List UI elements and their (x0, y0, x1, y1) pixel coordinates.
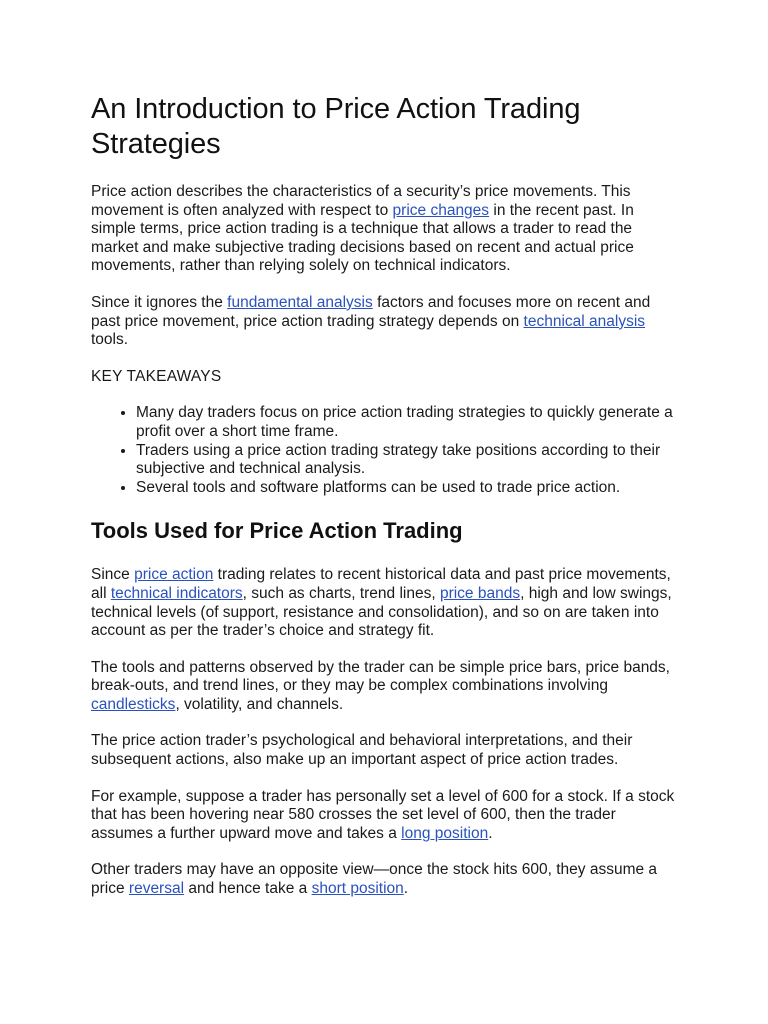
list-item: • Traders using a price action trading strategy take positions according to their subjective and technical analysis. (136, 442, 678, 479)
text-span: , such as charts, trend lines, (242, 584, 440, 602)
text-span: Since it ignores the (91, 293, 228, 311)
list-item: • Several tools and software platforms can be used to trade price action. (136, 479, 678, 498)
text-span: For example, suppose a trader has personally set a level of 600 for a stock. If a stock that has been hovering near 580 crosses the set level of 600, then the trader assumes a further upward move and takes a (91, 787, 675, 842)
text-span: trading relates to recent historical data and past price movements, all (91, 566, 671, 602)
link-price-bands[interactable]: price bands (439, 584, 521, 602)
tools-paragraph-5 (91, 861, 678, 898)
link-short-position[interactable]: short position (311, 880, 404, 898)
text-span: . (403, 880, 409, 898)
list-item: • Many day traders focus on price action trading strategies to quickly generate a profit over a short time frame. (136, 404, 678, 441)
tools-paragraph-1 (91, 566, 678, 640)
text-span: The tools and patterns observed by the trader can be simple price bars, price bands, break-outs, and trend lines, or they may be complex combinations involving (91, 658, 670, 695)
tools-paragraph-3: The price action trader’s psychological and behavioral interpretations, and their subsequent actions, also make up an important aspect of price action trades. (91, 732, 633, 769)
intro-paragraph-1 (91, 183, 678, 276)
link-technical-analysis[interactable]: technical analysis (523, 312, 646, 330)
section-heading-tools: Tools Used for Price Action Trading (91, 518, 463, 544)
key-takeaways-list (91, 404, 678, 497)
text-span: . (488, 824, 493, 842)
link-long-position[interactable]: long position (401, 824, 489, 842)
text-span: and hence take a (184, 880, 312, 898)
text-span: , volatility, and channels. (175, 695, 344, 713)
intro-paragraph-2 (91, 294, 678, 350)
text-span: tools. (91, 331, 129, 349)
key-takeaways-heading: KEY TAKEAWAYS (91, 367, 222, 385)
link-price-changes[interactable]: price changes (392, 201, 490, 219)
article-title: An Introduction to Price Action Trading Strategies (91, 93, 581, 160)
link-price-action[interactable]: price action (134, 566, 214, 584)
link-fundamental-analysis[interactable]: fundamental analysis (227, 293, 373, 311)
text-span: Since (91, 566, 135, 584)
tools-paragraph-4 (91, 788, 678, 844)
text-span: factors and focuses more on recent and past price movement, price action trading strategy depends on (91, 293, 651, 330)
link-reversal[interactable]: reversal (128, 880, 185, 898)
link-candlesticks[interactable]: candlesticks (91, 695, 176, 713)
text-span: in the recent past. In simple terms, price action trading is a technique that allows a trader to read the market and make subjective trading decisions based on recent and actual price movements, rather than relying solely on technical indicators. (91, 201, 634, 275)
link-technical-indicators[interactable]: technical indicators (110, 584, 243, 602)
text-span: , high and low swings, technical levels (of support, resistance and consolidation), and so on are taken into account as per the trader’s choice and strategy fit. (91, 584, 672, 640)
text-span: Other traders may have an opposite view—once the stock hits 600, they assume a price (91, 861, 658, 898)
tools-paragraph-2 (91, 659, 678, 715)
text-span: Price action describes the characteristics of a security’s price movements. This movement is often analyzed with respect to (91, 183, 631, 219)
